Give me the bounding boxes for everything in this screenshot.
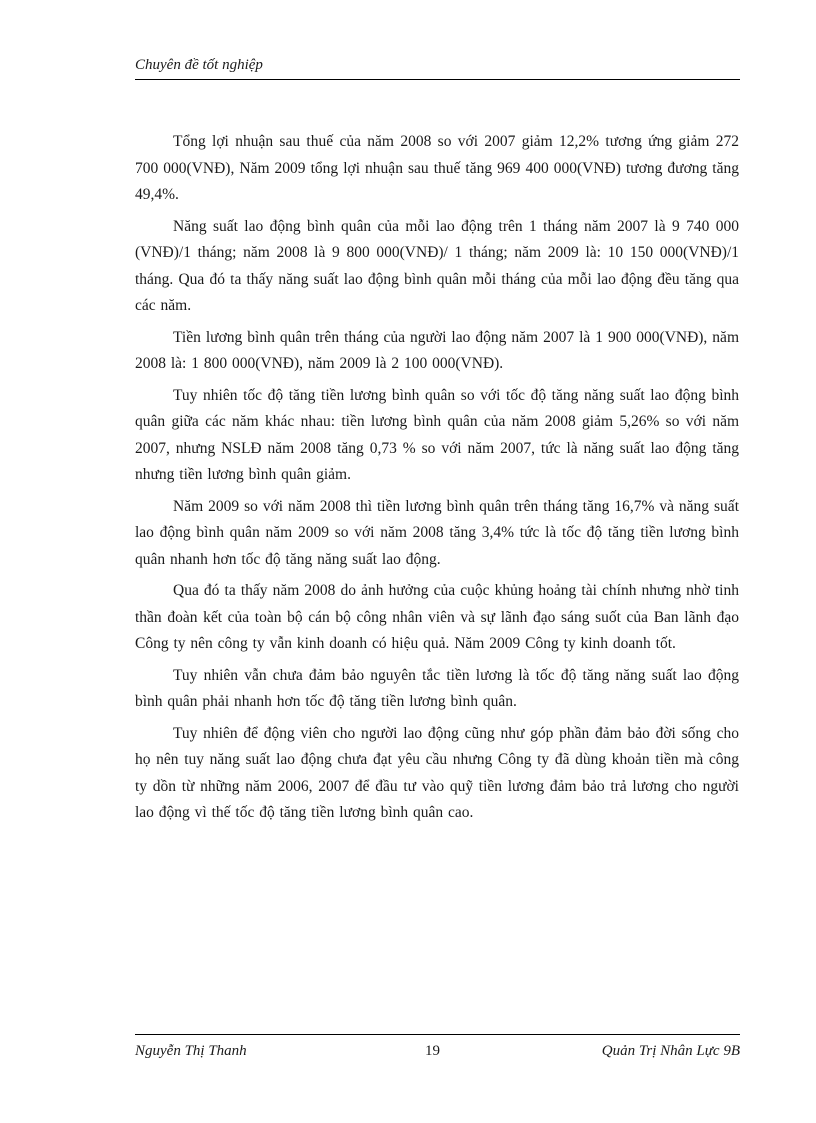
paragraph: Năng suất lao động bình quân của mỗi lao động trên 1 tháng năm 2007 là 9 740 000 (VNĐ)/1 tháng; năm 2008 là 9 800 000(VNĐ)/ 1 tháng; năm 2009 là: 10 150 000(VNĐ)/1 tháng. Qua đó ta thấy năng suất lao động bình quân mỗi tháng của mỗi lao động đều tăng qua các năm. — [135, 217, 739, 314]
page-number: 19 — [425, 1043, 440, 1059]
footer-author: Nguyễn Thị Thanh — [135, 1043, 247, 1059]
document-body — [135, 129, 739, 832]
page-footer — [135, 1034, 740, 1063]
paragraph: Tổng lợi nhuận sau thuế của năm 2008 so với 2007 giảm 12,2% tương ứng giảm 272 700 000(VNĐ), Năm 2009 tổng lợi nhuận sau thuế tăng 969 400 000(VNĐ) tương đương tăng 49,4%. — [135, 133, 739, 203]
paragraph: Tiền lương bình quân trên tháng của người lao động năm 2007 là 1 900 000(VNĐ), năm 2008 là: 1 800 000(VNĐ), năm 2009 là 2 100 000(VNĐ). — [135, 328, 739, 372]
paragraph: Qua đó ta thấy năm 2008 do ảnh hưởng của cuộc khủng hoảng tài chính nhưng nhờ tinh thần đoàn kết của toàn bộ cán bộ công nhân viên và sự lãnh đạo sáng suốt của Ban lãnh đạo Công ty nên công ty vẫn kinh doanh có hiệu quả. Năm 2009 Công ty kinh doanh tốt. — [135, 582, 739, 652]
paragraph: Năm 2009 so với năm 2008 thì tiền lương bình quân trên tháng tăng 16,7% và năng suất lao động bình quân năm 2009 so với năm 2008 tăng 3,4% tức là tốc độ tăng tiền lương bình quân nhanh hơn tốc độ tăng năng suất lao động. — [135, 497, 739, 568]
paragraph: Tuy nhiên để động viên cho người lao động cũng như góp phần đảm bảo đời sống cho họ nên tuy năng suất lao động chưa đạt yêu cầu nhưng Công ty đã dùng khoản tiền mà công ty dồn từ những năm 2006, 2007 để đầu tư vào quỹ tiền lương đảm bảo trả lương cho người lao động vì thế tốc độ tăng tiền lương bình quân cao. — [135, 724, 739, 821]
footer-course: Quản Trị Nhân Lực 9B — [601, 1043, 740, 1059]
header-title: Chuyên đề tốt nghiệp — [135, 57, 263, 73]
paragraph: Tuy nhiên vẫn chưa đảm bảo nguyên tắc tiền lương là tốc độ tăng năng suất lao động bình quân phải nhanh hơn tốc độ tăng tiền lương bình quân. — [135, 666, 739, 710]
page-header — [135, 57, 740, 80]
paragraph: Tuy nhiên tốc độ tăng tiền lương bình quân so với tốc độ tăng năng suất lao động bình quân giữa các năm khác nhau: tiền lương bình quân của năm 2008 giảm 5,26% so với năm 2007, nhưng NSLĐ năm 2008 tăng 0,73 % so với năm 2007, tức là năng suất lao động tăng nhưng tiền lương bình quân giảm. — [135, 386, 739, 483]
